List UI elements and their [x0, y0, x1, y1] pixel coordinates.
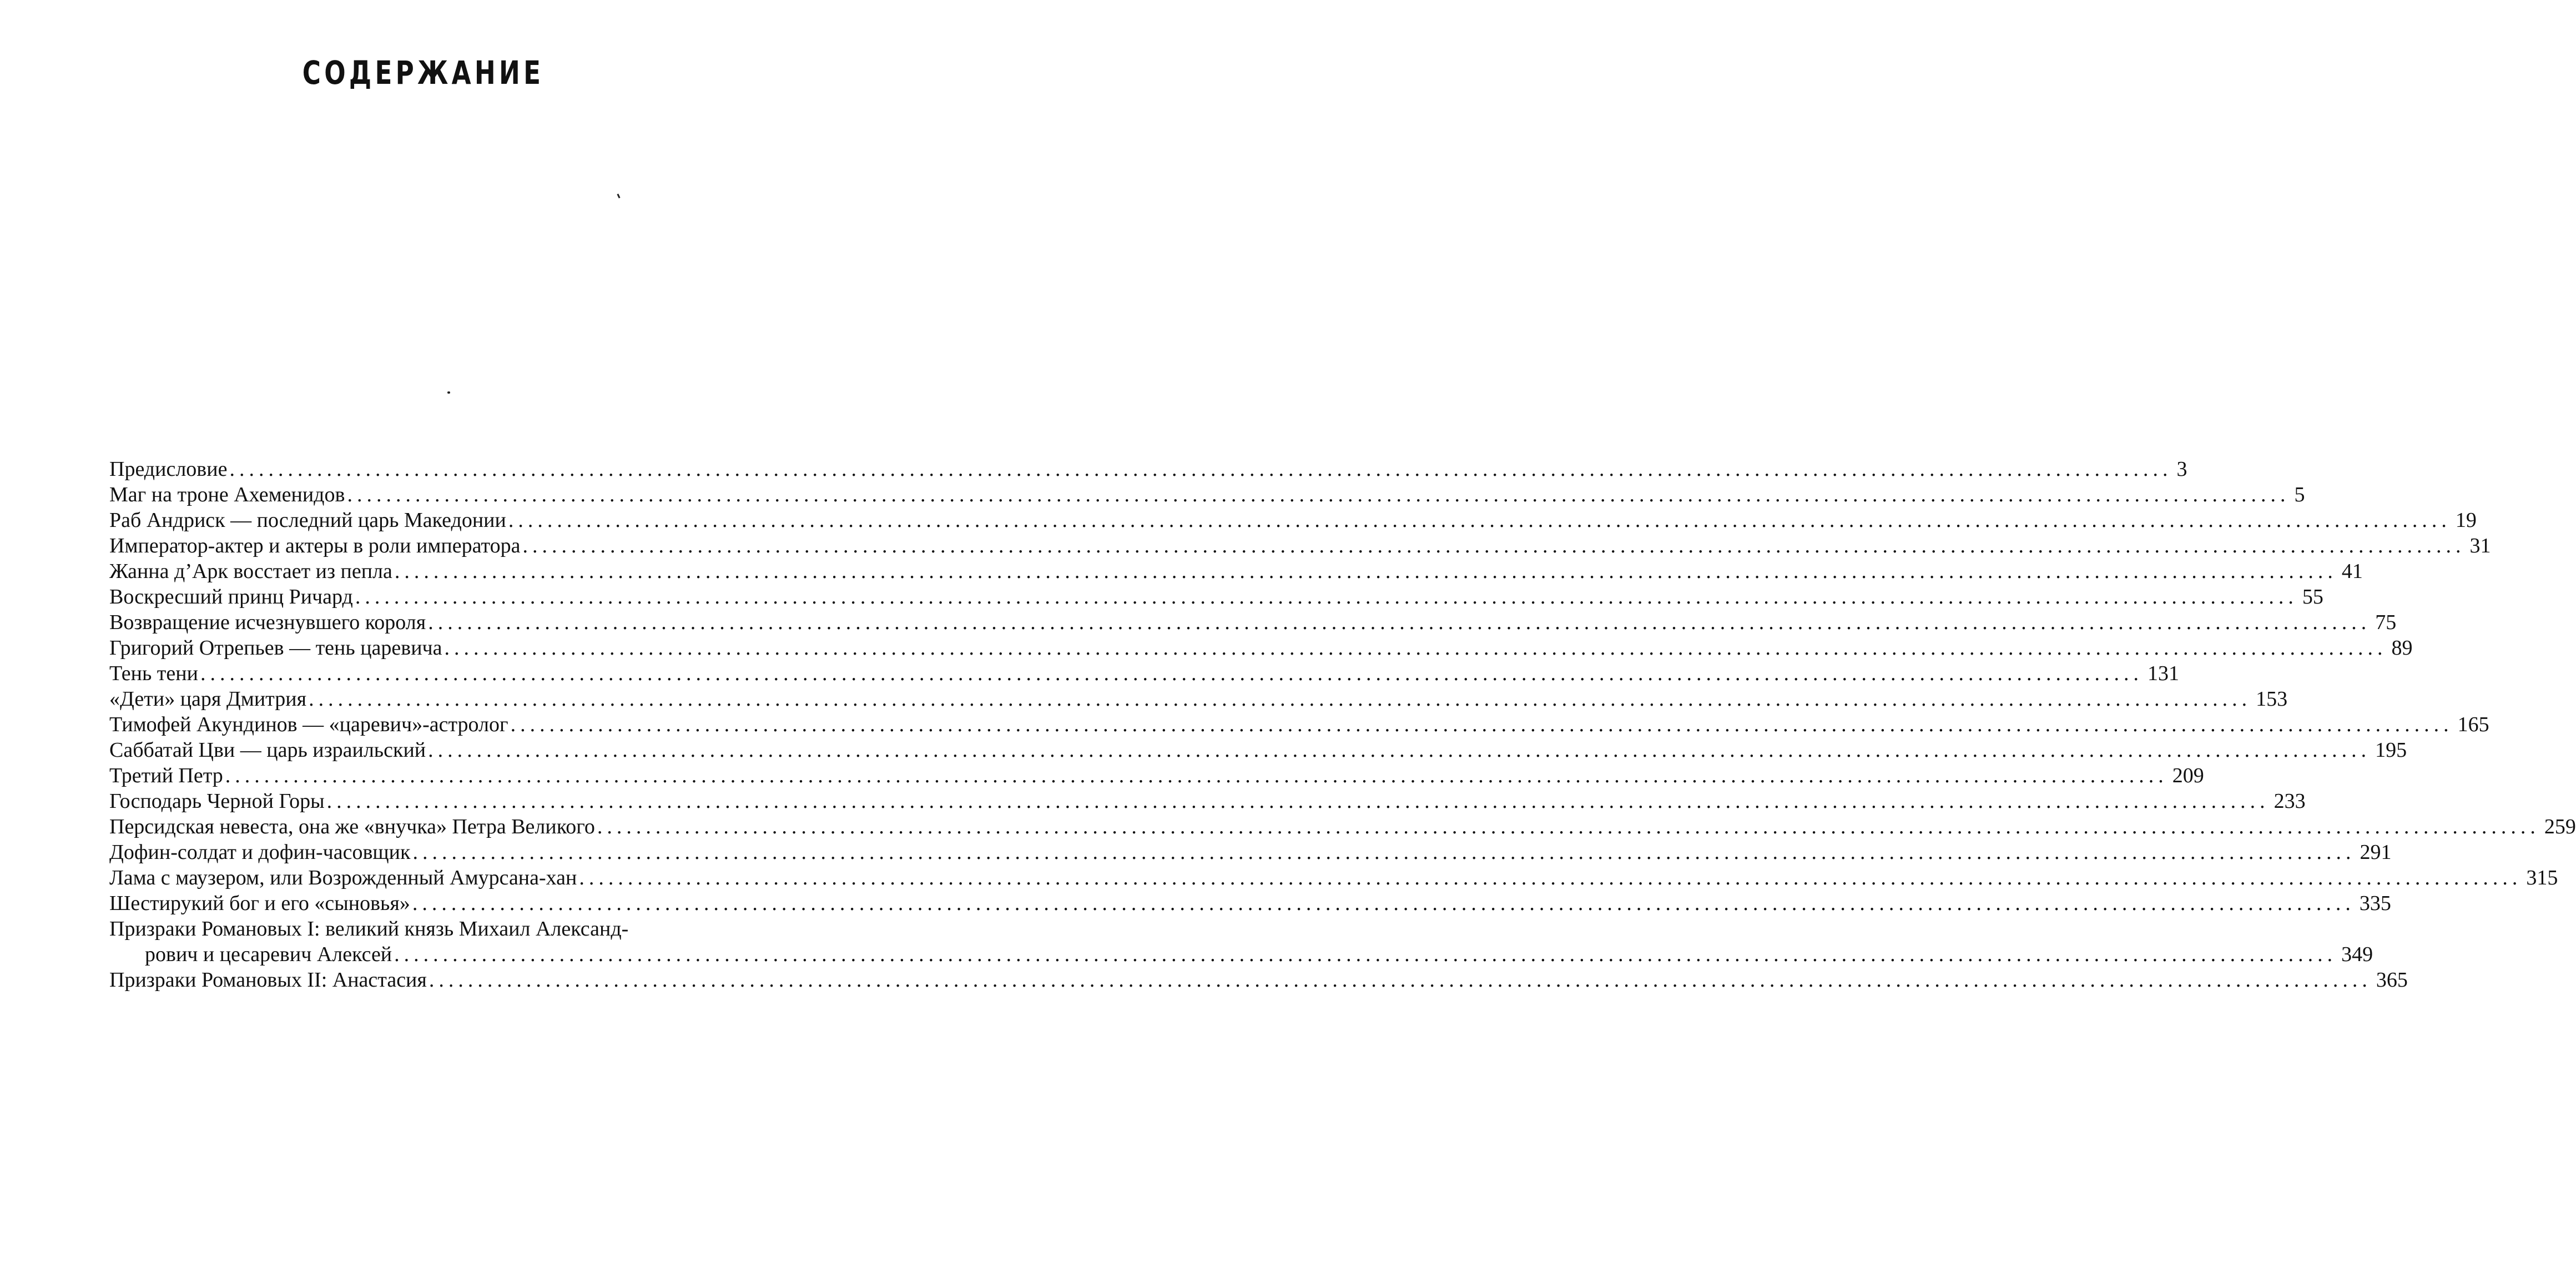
toc-dot-leader: ........................................................................................................................................................................................................ [309, 687, 2252, 711]
toc-dot-leader: ........................................................................................................................................................................................................ [225, 764, 2168, 787]
toc-entry [109, 839, 2392, 865]
toc-entry-page: 209 [2172, 764, 2204, 787]
toc-entry [109, 610, 2397, 635]
toc-entry [109, 763, 2204, 788]
toc-entry-page: 3 [2176, 457, 2187, 481]
toc-dot-leader: ........................................................................................................................................................................................................ [200, 662, 2143, 685]
toc-entry-title: Возвращение исчезнувшего короля [109, 611, 426, 634]
toc-entry-page: 31 [2469, 534, 2491, 557]
print-speck [447, 391, 450, 394]
toc-dot-leader: ........................................................................................................................................................................................................ [508, 509, 2451, 532]
toc-entry-title: Жанна д’Арк восстает из пепла [109, 560, 392, 583]
toc-entry-title: Господарь Черной Горы [109, 790, 325, 813]
toc-entry [109, 559, 2363, 584]
toc-entry-title: Саббатай Цви — царь израильский [109, 738, 426, 762]
toc-entry [109, 482, 2305, 507]
toc-entry [109, 456, 2187, 482]
toc-entry-page: 153 [2256, 687, 2288, 711]
toc-entry-title: Призраки Романовых II: Анастасия [109, 968, 427, 992]
toc-dot-leader: ........................................................................................................................................................................................................ [326, 790, 2270, 813]
toc-entry-page: 19 [2455, 509, 2477, 532]
toc-entry [109, 686, 2288, 712]
toc-entry-title: Тимофей Акундинов — «царевич»-астролог [109, 713, 508, 736]
toc-entry-first-line [109, 916, 737, 942]
toc-entry-title: Персидская невеста, она же «внучка» Петра Великого [109, 815, 595, 838]
toc-entry-title: Лама с маузером, или Возрожденный Амурсана-хан [109, 866, 577, 889]
toc-entry-title: рович и цесаревич Алексей [145, 943, 392, 966]
toc-entry [109, 814, 2576, 839]
toc-dot-leader: ........................................................................................................................................................................................................ [394, 560, 2337, 583]
toc-entry-continuation [109, 942, 2373, 967]
toc-dot-leader: ........................................................................................................................................................................................................ [510, 713, 2453, 736]
toc-dot-leader: ........................................................................................................................................................................................................ [522, 534, 2466, 557]
toc-entry-page: 315 [2526, 866, 2558, 889]
print-speck [617, 194, 620, 199]
toc-dot-leader: ........................................................................................................................................................................................................ [412, 841, 2356, 864]
toc-entry [109, 788, 2306, 814]
toc-dot-leader: ........................................................................................................................................................................................................ [412, 892, 2355, 915]
toc-entry-page: 259 [2544, 815, 2576, 838]
toc-dot-leader: ........................................................................................................................................................................................................ [229, 457, 2172, 481]
toc-entry-title: Император-актер и актеры в роли императора [109, 534, 521, 557]
toc-dot-leader: ........................................................................................................................................................................................................ [429, 968, 2372, 992]
toc-dot-leader: ........................................................................................................................................................................................................ [444, 636, 2387, 660]
toc-entry [109, 891, 2391, 916]
toc-entry-title: Тень тени [109, 662, 198, 685]
toc-dot-leader: ........................................................................................................................................................................................................ [394, 943, 2337, 966]
toc-entry [109, 737, 2407, 763]
table-of-contents [109, 456, 2576, 993]
toc-entry-title: Григорий Отрепьев — тень царевича [109, 636, 442, 660]
toc-dot-leader: ........................................................................................................................................................................................................ [428, 611, 2371, 634]
toc-entry [109, 584, 2323, 610]
toc-dot-leader: ........................................................................................................................................................................................................ [355, 585, 2298, 609]
toc-dot-leader: ........................................................................................................................................................................................................ [579, 866, 2522, 889]
toc-entry-page: 55 [2302, 585, 2323, 609]
toc-entry-title: Третий Петр [109, 764, 223, 787]
toc-entry [109, 967, 2408, 993]
toc-entry-title: Предисловие [109, 457, 228, 481]
toc-entry-page: 349 [2341, 943, 2373, 966]
toc-entry-title: Шестирукий бог и его «сыновья» [109, 892, 410, 915]
toc-entry-title: Воскресший принц Ричард [109, 585, 353, 609]
toc-entry-page: 365 [2376, 968, 2408, 992]
toc-entry-page: 165 [2457, 713, 2489, 736]
toc-entry-page: 5 [2294, 483, 2305, 506]
toc-dot-leader: ........................................................................................................................................................................................................ [597, 815, 2540, 838]
toc-entry [109, 661, 2179, 686]
toc-entry-page: 335 [2359, 892, 2391, 915]
toc-dot-leader: ........................................................................................................................................................................................................ [428, 738, 2371, 762]
toc-entry [109, 712, 2489, 737]
toc-entry [109, 507, 2477, 533]
toc-entry-page: 195 [2375, 738, 2407, 762]
page-title: СОДЕРЖАНИЕ [302, 54, 545, 92]
toc-entry-page: 233 [2273, 790, 2306, 813]
toc-entry-title: Раб Андриск — последний царь Македонии [109, 509, 506, 532]
toc-entry [109, 635, 2413, 661]
toc-dot-leader: ........................................................................................................................................................................................................ [347, 483, 2290, 506]
toc-entry-title: Маг на троне Ахеменидов [109, 483, 345, 506]
toc-entry-page: 89 [2391, 636, 2413, 660]
toc-entry-page: 131 [2147, 662, 2179, 685]
toc-entry-title: Дофин-солдат и дофин-часовщик [109, 841, 411, 864]
toc-entry [109, 533, 2491, 559]
toc-entry-title: «Дети» царя Дмитрия [109, 687, 307, 711]
toc-entry-page: 41 [2341, 560, 2363, 583]
toc-entry-page: 291 [2360, 841, 2392, 864]
toc-entry-title: Призраки Романовых I: великий князь Михаил Александ- [109, 917, 629, 941]
toc-entry-page: 75 [2375, 611, 2397, 634]
toc-entry [109, 865, 2558, 891]
